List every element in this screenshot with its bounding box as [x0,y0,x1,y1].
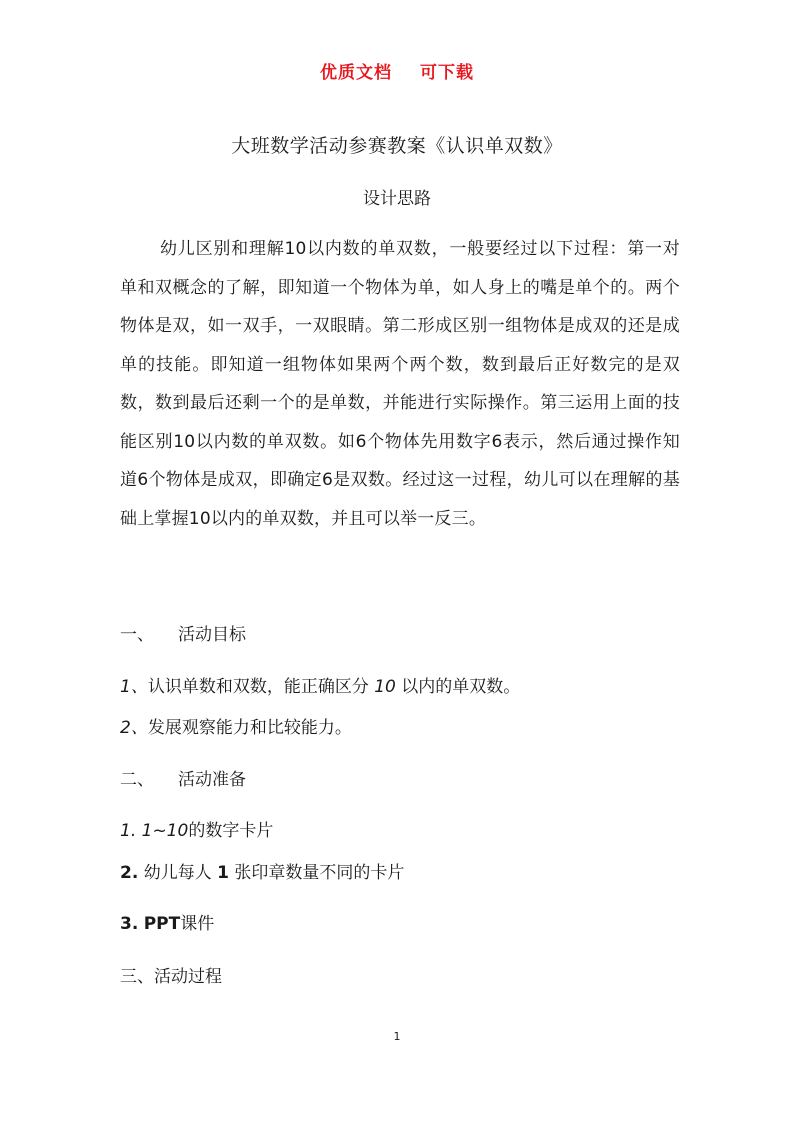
section-label: 活动准备 [178,770,246,790]
goal-item-2 [120,713,352,738]
goal-text-part-b: 以内的单双数。 [401,677,521,697]
section-number: 二、 [120,770,154,790]
section-label: 活动目标 [178,625,246,645]
goal-item-1 [120,672,520,697]
goal-number-inline: 10 [374,677,396,697]
section-heading-goals [120,620,246,645]
prep-item-3 [120,909,214,934]
goal-number: 1、 [120,677,148,697]
document-title: 大班数学活动参赛教案《认识单双数》 [231,135,563,157]
section-subtitle: 设计思路 [363,189,431,209]
header-left-text: 优质文档 [320,63,392,83]
prep-text-part-a: PPT [143,914,181,934]
prep-item-1 [120,816,273,841]
goal-text-part-a: 认识单数和双数，能正确区分 [147,677,369,697]
prep-number: 2. [120,863,139,883]
prep-number: 3. [120,914,139,934]
section-number: 一、 [120,625,154,645]
prep-range: 1~10 [141,821,189,841]
section-heading-prep [120,765,246,790]
body-paragraph: 幼儿区别和理解10以内数的单双数，一般要经过以下过程：第一对单和双概念的了解，即知道一个物体为单，如人身上的嘴是单个的。两个物体是双，如一双手，一双眼睛。第二形成区别一组物体是成双的还是成单的技能。即知道一组物体如果两个两个数，数到最后正好数完的是双数，数到最后还剩一个的是单数，并能进行实际操作。第三运用上面的技能区别10以内数的单双数。如6个物体先用数字6表示，然后通过操作知道6个物体是成双，即确定6是双数。经过这一过程，幼儿可以在理解的基础上掌握10以内的单双数，并且可以举一反三。 [120,239,680,529]
goal-number: 2、 [120,718,148,738]
prep-text-part-b: 课件 [180,914,215,934]
page-number: 1 [393,1030,401,1043]
prep-text-part-b: 张印章数量不同的卡片 [234,863,405,883]
prep-number: 1. [120,821,142,841]
goal-text: 发展观察能力和比较能力。 [147,718,352,738]
prep-text-part-a: 幼儿每人 [143,863,212,883]
prep-text: 的数字卡片 [188,821,274,841]
header-banner [0,58,794,83]
section-heading-process [120,962,222,987]
prep-number-inline: 1 [217,863,229,883]
prep-item-2 [120,858,404,883]
section-label: 三、活动过程 [120,967,222,987]
header-right-text: 可下载 [420,63,474,83]
